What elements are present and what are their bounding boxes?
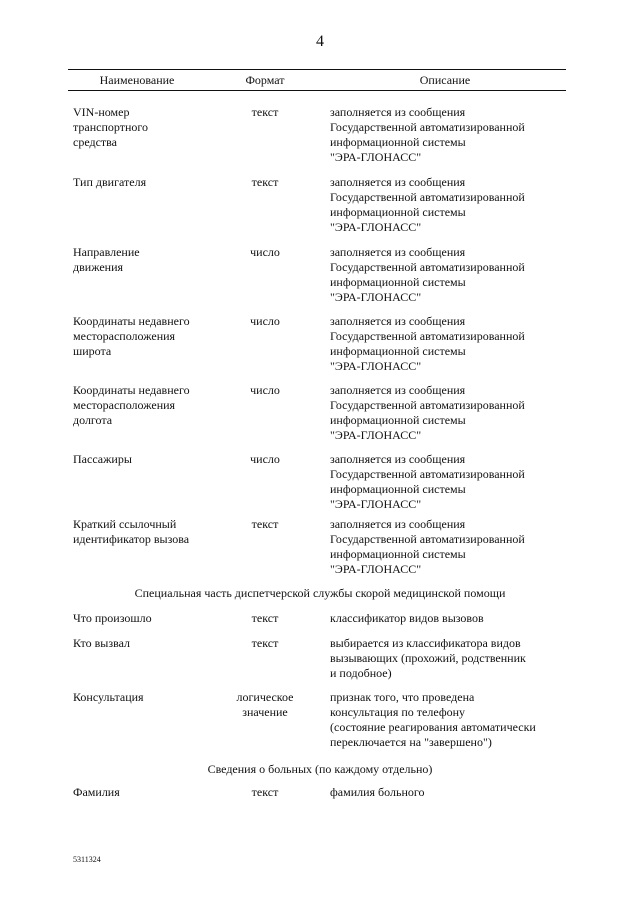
section-heading: Сведения о больных (по каждому отдельно) [207, 762, 433, 776]
row-description: заполняется из сообщения Государственной автоматизированной информационной системы "ЭРА-ГЛОНАСС" [330, 175, 525, 234]
row-description: заполняется из сообщения Государственной автоматизированной информационной системы "ЭРА-ГЛОНАСС" [330, 314, 525, 373]
row-format: текст [251, 611, 279, 625]
row-description: выбирается из классификатора видов вызывающих (прохожий, родственник и подобное) [330, 636, 526, 680]
row-name: VIN-номер транспортного средства [73, 105, 149, 149]
row-description: признак того, что проведена консультация по телефону (состояние реагирования автоматически переключается на "завершено") [330, 690, 536, 749]
row-description: заполняется из сообщения Государственной автоматизированной информационной системы "ЭРА-ГЛОНАСС" [330, 452, 525, 511]
row-format: текст [251, 105, 279, 119]
row-format: текст [251, 636, 279, 650]
row-description: классификатор видов вызовов [330, 611, 484, 625]
row-name: Координаты недавнего месторасположения широта [73, 314, 190, 358]
row-name: Пассажиры [73, 452, 132, 466]
row-name: Координаты недавнего месторасположения долгота [73, 383, 190, 427]
table-header-description: Описание [419, 73, 471, 87]
row-name: Тип двигателя [73, 175, 147, 189]
row-format: число [250, 245, 280, 259]
row-description: заполняется из сообщения Государственной автоматизированной информационной системы "ЭРА-ГЛОНАСС" [330, 517, 525, 576]
row-format: текст [251, 785, 279, 799]
row-description: фамилия больного [330, 785, 425, 799]
row-format: текст [251, 175, 279, 189]
table-header-name: Наименование [99, 73, 175, 87]
row-format: число [250, 314, 280, 328]
table-header-bottom-rule [68, 90, 566, 91]
row-name: Что произошло [73, 611, 152, 625]
row-description: заполняется из сообщения Государственной автоматизированной информационной системы "ЭРА-ГЛОНАСС" [330, 105, 525, 164]
row-description: заполняется из сообщения Государственной автоматизированной информационной системы "ЭРА-ГЛОНАСС" [330, 383, 525, 442]
row-format: число [250, 383, 280, 397]
document-id: 5311324 [73, 855, 101, 864]
row-name: Консультация [73, 690, 144, 704]
row-format: число [250, 452, 280, 466]
row-name: Кто вызвал [73, 636, 131, 650]
page-number: 4 [316, 33, 324, 50]
row-description: заполняется из сообщения Государственной автоматизированной информационной системы "ЭРА-ГЛОНАСС" [330, 245, 525, 304]
table-header-top-rule [68, 69, 566, 70]
row-name: Направление движения [73, 245, 140, 274]
row-format: логическое значение [236, 690, 294, 719]
row-name: Краткий ссылочный идентификатор вызова [73, 517, 190, 546]
table-header-format: Формат [245, 73, 285, 87]
row-name: Фамилия [73, 785, 120, 799]
section-heading: Специальная часть диспетчерской службы скорой медицинской помощи [134, 586, 506, 600]
row-format: текст [251, 517, 279, 531]
